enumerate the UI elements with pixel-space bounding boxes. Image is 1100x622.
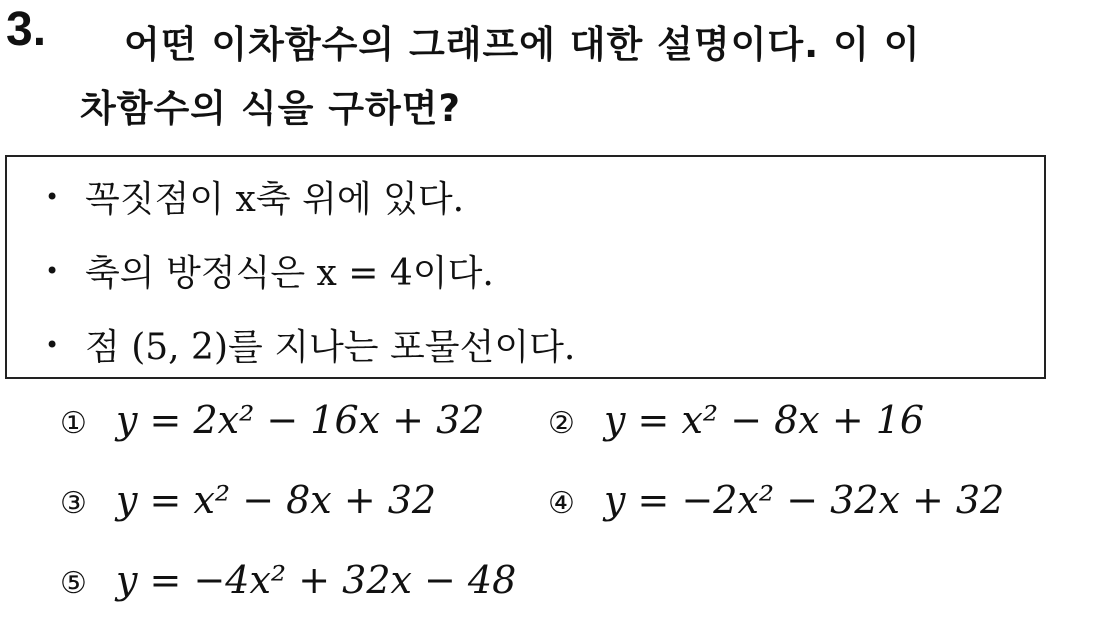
choice-number: ④ xyxy=(548,486,575,521)
question-line-2: 차함수의 식을 구하면? xyxy=(80,87,461,130)
choice-4[interactable] xyxy=(548,478,1004,522)
condition-item xyxy=(45,171,464,222)
choice-number: ② xyxy=(548,406,575,441)
condition-text: 축의 방정식은 x = 4이다. xyxy=(85,253,494,294)
bullet-icon: • xyxy=(45,182,60,211)
choice-1[interactable] xyxy=(60,398,484,442)
bullet-icon: • xyxy=(45,256,60,285)
choice-expression: y = −4x² + 32x − 48 xyxy=(116,558,517,602)
choice-expression: y = 2x² − 16x + 32 xyxy=(116,398,485,442)
conditions-box xyxy=(5,155,1046,379)
condition-item xyxy=(45,245,494,296)
condition-text: 꼭짓점이 x축 위에 있다. xyxy=(85,179,465,220)
choice-number: ⑤ xyxy=(60,566,87,601)
choice-5[interactable] xyxy=(60,558,516,602)
choice-expression: y = x² − 8x + 32 xyxy=(116,478,437,522)
choice-number: ③ xyxy=(60,486,87,521)
condition-item xyxy=(45,319,575,370)
choice-3[interactable] xyxy=(60,478,436,522)
choice-number: ① xyxy=(60,406,87,441)
question-line-1: 어떤 이차함수의 그래프에 대한 설명이다. 이 이 xyxy=(124,23,921,66)
choice-2[interactable] xyxy=(548,398,924,442)
question-number: 3. xyxy=(6,3,47,56)
bullet-icon: • xyxy=(45,330,60,359)
choice-expression: y = x² − 8x + 16 xyxy=(604,398,925,442)
choice-expression: y = −2x² − 32x + 32 xyxy=(604,478,1005,522)
condition-text: 점 (5, 2)를 지나는 포물선이다. xyxy=(85,327,576,368)
